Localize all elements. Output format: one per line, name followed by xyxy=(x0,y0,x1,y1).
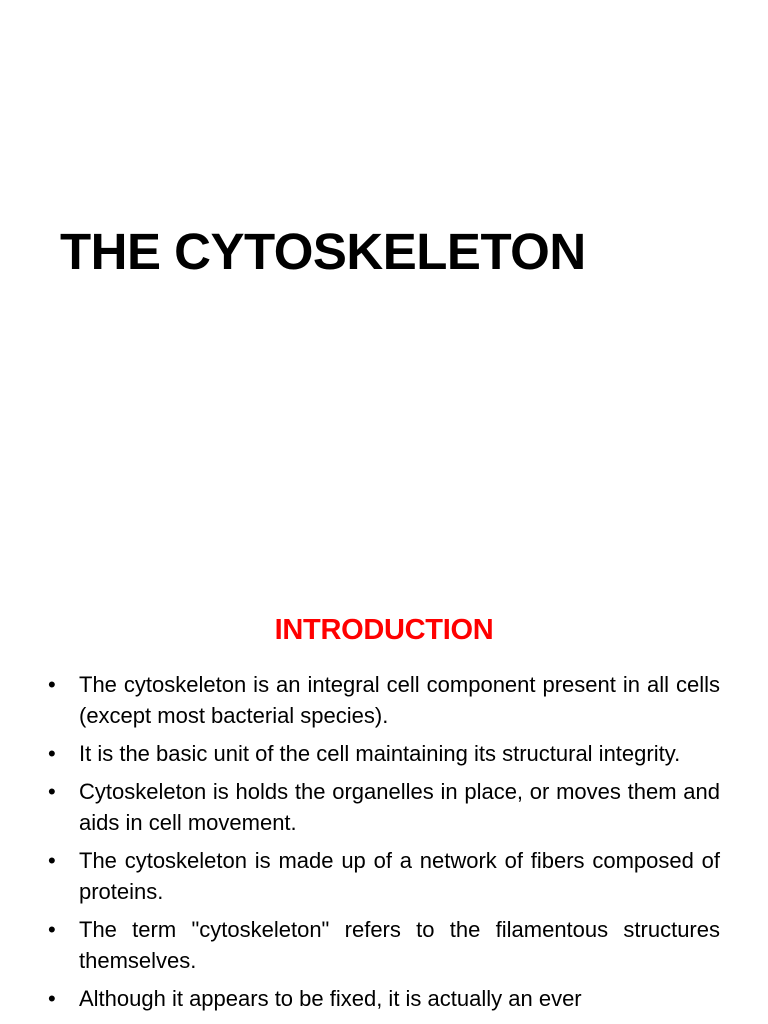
bullet-icon: • xyxy=(48,917,56,942)
bullet-icon: • xyxy=(48,986,56,1011)
slide-title: THE CYTOSKELETON xyxy=(60,223,586,280)
section-heading: INTRODUCTION xyxy=(274,614,494,646)
list-item xyxy=(48,776,720,838)
list-item xyxy=(48,669,720,731)
list-item xyxy=(48,983,720,1014)
list-item xyxy=(48,845,720,907)
bullet-icon: • xyxy=(48,848,56,873)
introduction-slide xyxy=(0,576,768,1024)
list-item xyxy=(48,914,720,976)
bullet-text: It is the basic unit of the cell maintaining its structural integrity. xyxy=(79,741,681,766)
bullet-list xyxy=(48,669,720,1021)
bullet-icon: • xyxy=(48,741,56,766)
bullet-text: The term "cytoskeleton" refers to the filamentous structures themselves. xyxy=(79,917,720,973)
bullet-text: The cytoskeleton is an integral cell component present in all cells (except most bacterial species). xyxy=(79,672,720,728)
bullet-text: The cytoskeleton is made up of a network of fibers composed of proteins. xyxy=(79,848,720,904)
bullet-text: Cytoskeleton is holds the organelles in place, or moves them and aids in cell movement. xyxy=(79,779,720,835)
bullet-icon: • xyxy=(48,672,56,697)
bullet-text: Although it appears to be fixed, it is actually an ever xyxy=(79,986,582,1011)
bullet-icon: • xyxy=(48,779,56,804)
list-item xyxy=(48,738,720,769)
